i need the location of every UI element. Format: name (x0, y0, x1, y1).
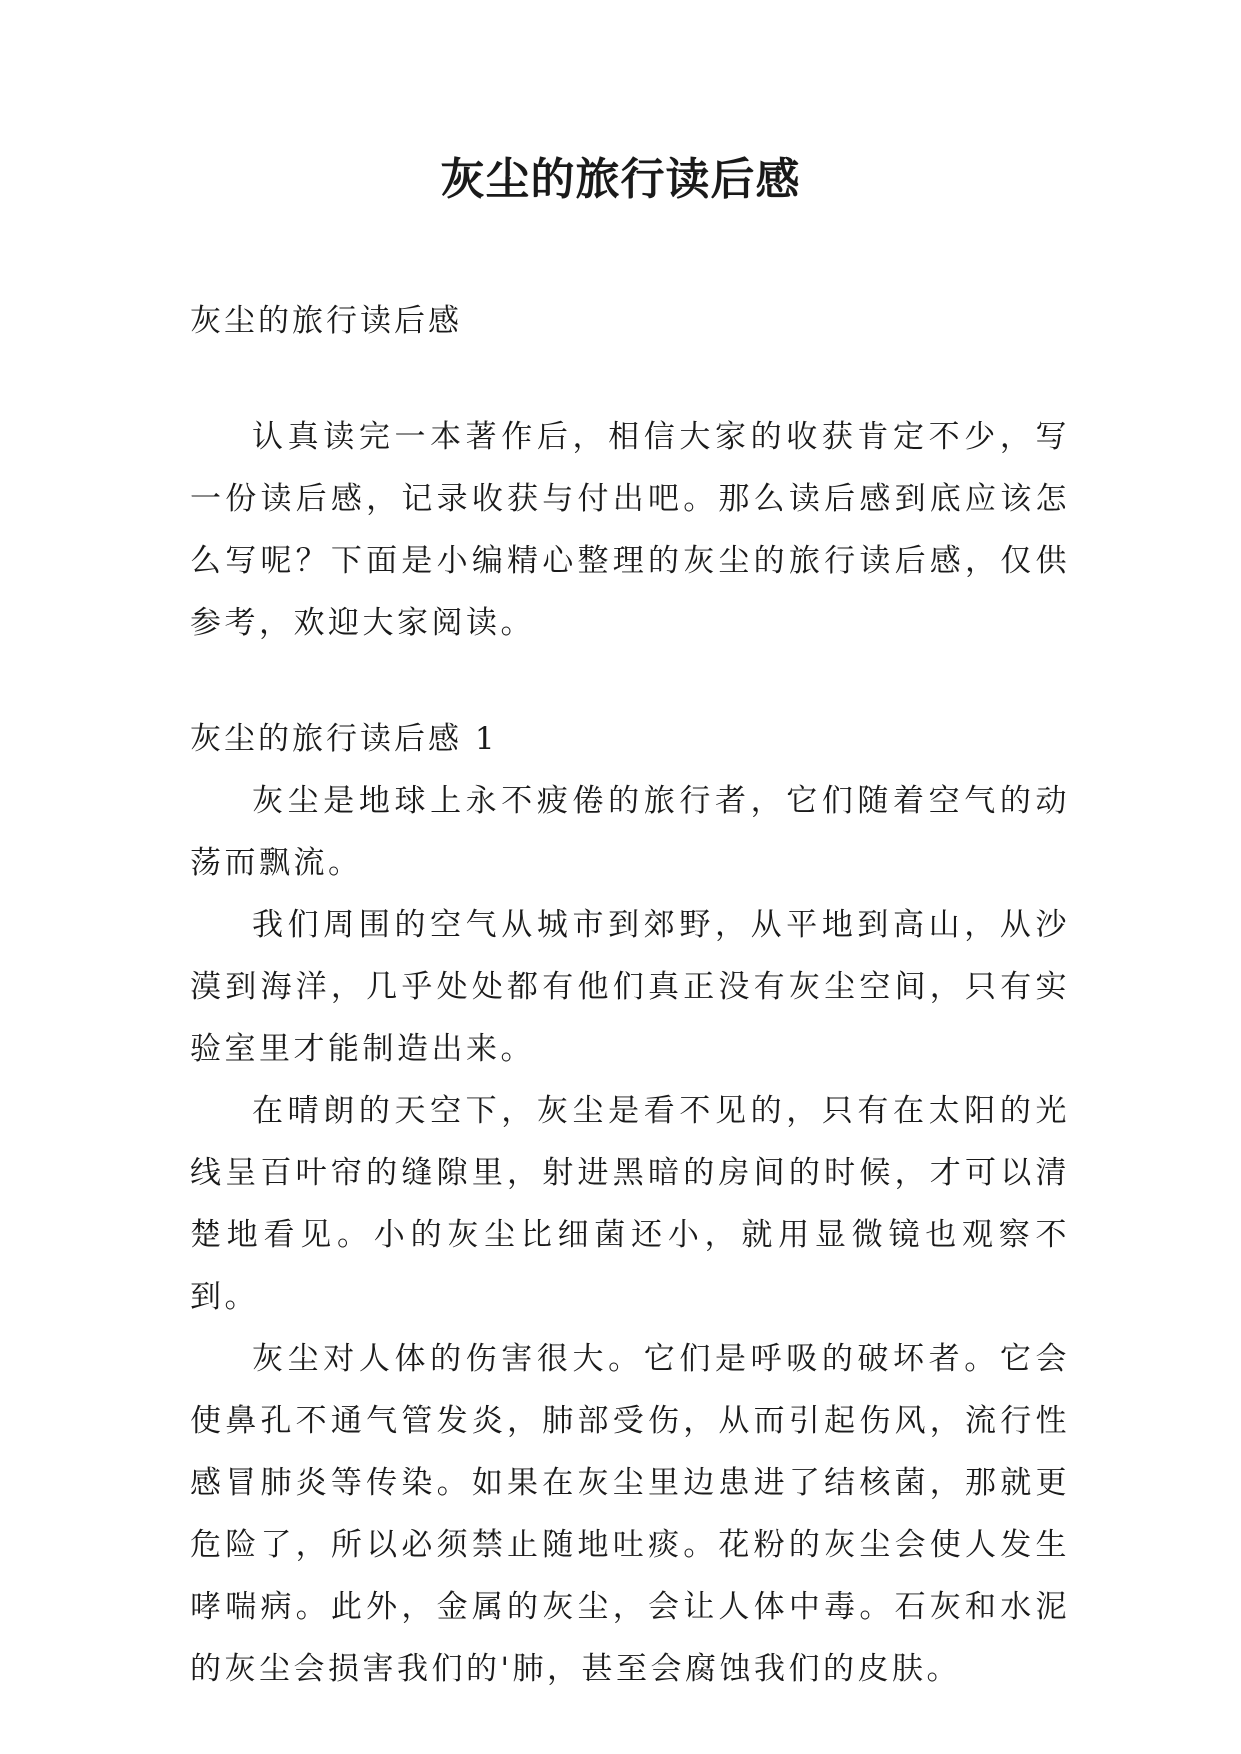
section-heading: 灰尘的旅行读后感 1 (190, 721, 498, 757)
document-body (190, 290, 1070, 1700)
intro-paragraph: 认真读完一本著作后，相信大家的收获肯定不少，写一份读后感，记录收获与付出吧。那么读后感到底应该怎么写呢？下面是小编精心整理的灰尘的旅行读后感，仅供参考，欢迎大家阅读。 (190, 419, 1070, 641)
body-paragraph-4: 灰尘对人体的伤害很大。它们是呼吸的破坏者。它会使鼻孔不通气管发炎，肺部受伤，从而引起伤风，流行性感冒肺炎等传染。如果在灰尘里边患进了结核菌，那就更危险了，所以必须禁止随地吐痰。花粉的灰尘会使人发生哮喘病。此外，金属的灰尘，会让人体中毒。石灰和水泥的灰尘会损害我们的'肺，甚至会腐蚀我们的皮肤。 (190, 1341, 1070, 1687)
body-paragraph-2: 我们周围的空气从城市到郊野，从平地到高山，从沙漠到海洋，几乎处处都有他们真正没有灰尘空间，只有实验室里才能制造出来。 (190, 907, 1070, 1067)
document-title: 灰尘的旅行读后感 (440, 154, 801, 205)
body-paragraph-1: 灰尘是地球上永不疲倦的旅行者，它们随着空气的动荡而飘流。 (190, 783, 1070, 881)
body-paragraph-3: 在晴朗的天空下，灰尘是看不见的，只有在太阳的光线呈百叶帘的缝隙里，射进黑暗的房间的时候，才可以清楚地看见。小的灰尘比细菌还小，就用显微镜也观察不到。 (190, 1093, 1070, 1315)
document-subtitle: 灰尘的旅行读后感 (190, 303, 462, 339)
